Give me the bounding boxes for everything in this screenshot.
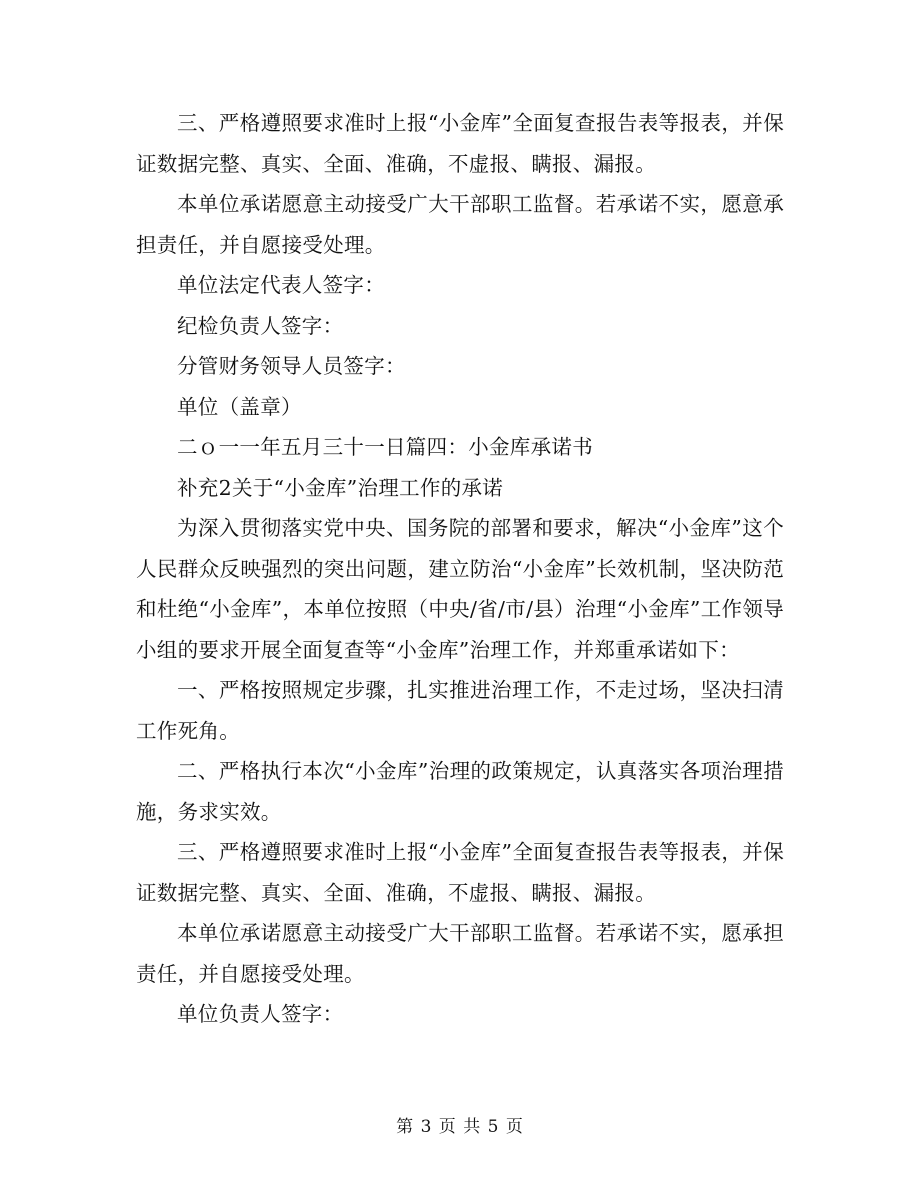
document-body: [136, 103, 784, 1035]
signature-legal-representative: 单位法定代表人签字：: [177, 273, 385, 297]
date-and-section-title: 二ｏ一一年五月三十一日篇四：小金库承诺书: [177, 435, 593, 459]
paragraph-item-three: 三、严格遵照要求准时上报“小金库”全面复查报告表等报表，并保证数据完整、真实、全面、准确，不虚报、瞒报、漏报。: [136, 840, 784, 905]
signature-finance-leader: 分管财务领导人员签字：: [177, 354, 406, 378]
signature-discipline-inspection: 纪检负责人签字：: [177, 313, 344, 338]
page-number-footer: 第 3 页 共 5 页: [396, 1117, 524, 1137]
paragraph-item-one: 一、严格按照规定步骤，扎实推进治理工作，不走过场，坚决扫清工作死角。: [136, 678, 784, 743]
section-heading: 补充2关于“小金库”治理工作的承诺: [177, 475, 504, 500]
paragraph-commitment-closing: 本单位承诺愿意主动接受广大干部职工监督。若承诺不实，愿承担责任，并自愿接受处理。: [136, 921, 784, 986]
paragraph-item-two: 二、严格执行本次“小金库”治理的政策规定，认真落实各项治理措施，务求实效。: [136, 759, 784, 824]
signature-unit-head: 单位负责人签字：: [177, 1002, 344, 1026]
paragraph-introduction: 为深入贯彻落实党中央、国务院的部署和要求，解决“小金库”这个人民群众反映强烈的突出问题，建立防治“小金库”长效机制，坚决防范和杜绝“小金库”，本单位按照（中央/省/市/县）治理“小金库”工作领导小组的要求开展全面复查等“小金库”治理工作，并郑重承诺如下：: [136, 516, 784, 662]
paragraph-commitment-supervision: 本单位承诺愿意主动接受广大干部职工监督。若承诺不实，愿意承担责任，并自愿接受处理。: [136, 192, 784, 257]
paragraph-report-forms: 三、严格遵照要求准时上报“小金库”全面复查报告表等报表，并保证数据完整、真实、全面、准确，不虚报、瞒报、漏报。: [136, 111, 784, 176]
unit-seal-label: 单位（盖章）: [177, 394, 302, 419]
